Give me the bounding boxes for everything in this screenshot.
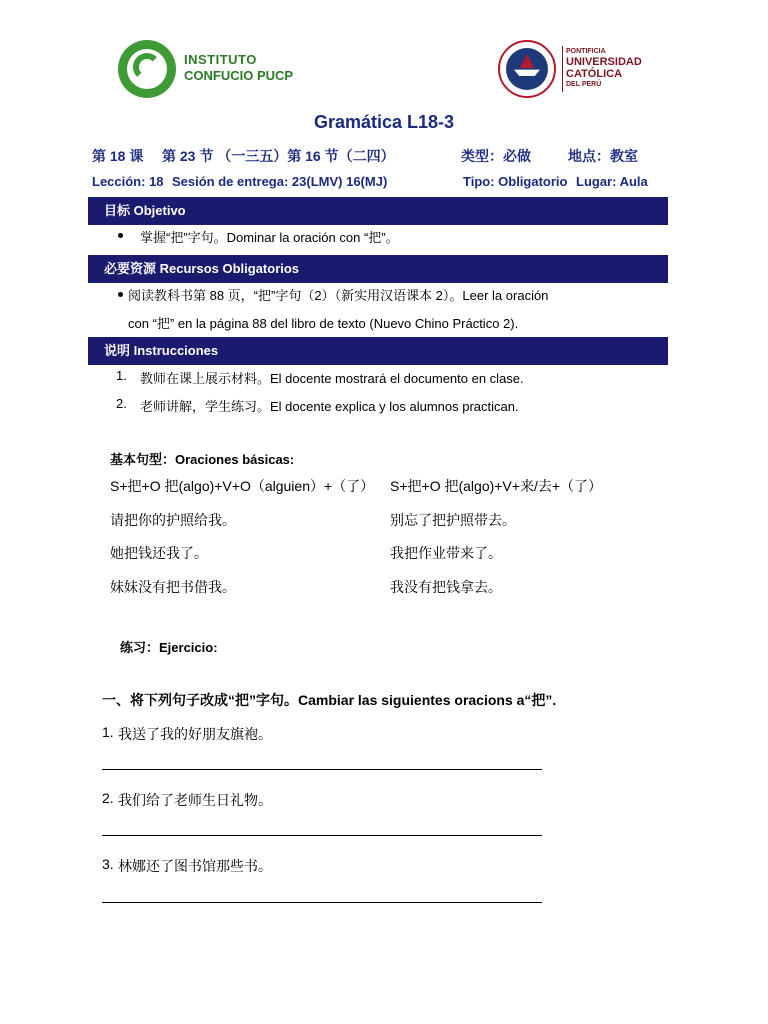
exercise-item: 林娜还了图书馆那些书。	[118, 858, 272, 874]
confucio-institute-logo	[118, 38, 328, 100]
example-right: 别忘了把护照带去。	[390, 512, 516, 528]
answer-line[interactable]	[102, 835, 542, 836]
resources-header: 必要资源 Recursos Obligatorios	[88, 255, 668, 283]
instruction-item: 教师在课上展示材料。El docente mostrará el documento en clase.	[140, 371, 524, 386]
exercise-item: 我们给了老师生日礼物。	[118, 792, 272, 808]
lesson-zh: 第 18 课	[92, 148, 144, 164]
session-es: Sesión de entrega: 23(LMV) 16(MJ)	[172, 174, 388, 189]
pattern-right: S+把+O 把(algo)+V+来/去+（了）	[390, 478, 603, 494]
exercise-item: 我送了我的好朋友旗袍。	[118, 726, 272, 742]
place-es: Lugar: Aula	[576, 174, 648, 189]
exercise-num: 2.	[102, 790, 114, 806]
type-es: Tipo: Obligatorio	[463, 174, 568, 189]
basic-heading: 基本句型：Oraciones básicas:	[110, 452, 295, 467]
answer-line[interactable]	[102, 769, 542, 770]
resources-item-line2: con “把” en la página 88 del libro de texto (Nuevo Chino Práctico 2).	[128, 316, 519, 331]
logo-left-line2: CONFUCIO PUCP	[184, 68, 294, 83]
logo-right-line1: PONTIFICIA	[566, 48, 606, 55]
bullet-icon	[118, 233, 123, 238]
example-left: 妹妹没有把书借我。	[110, 579, 236, 595]
example-right: 我把作业带来了。	[390, 545, 502, 561]
answer-line[interactable]	[102, 902, 542, 903]
exercise-instruction: 一、将下列句子改成“把”字句。Cambiar las siguientes oracions a“把”.	[102, 692, 557, 708]
type-zh: 类型：必做	[461, 148, 531, 164]
objective-header: 目标 Objetivo	[88, 197, 668, 225]
logo-left-line1: INSTITUTO	[184, 52, 257, 67]
logo-right-line4: DEL PERÚ	[566, 81, 602, 88]
exercise-num: 3.	[102, 856, 114, 872]
pucp-seal-icon	[498, 40, 556, 98]
confucio-emblem-icon	[118, 40, 176, 98]
example-left: 请把你的护照给我。	[110, 512, 236, 528]
page-title: Gramática L18-3	[313, 112, 455, 132]
exercise-heading: 练习：Ejercicio:	[120, 640, 218, 655]
bullet-icon	[118, 292, 123, 297]
place-zh: 地点：教室	[568, 148, 638, 164]
pattern-left: S+把+O 把(algo)+V+O（alguien）+（了）	[110, 478, 375, 494]
instruction-item: 老师讲解，学生练习。El docente explica y los alumnos practican.	[140, 399, 519, 414]
instruction-num: 1.	[116, 368, 127, 383]
example-right: 我没有把钱拿去。	[390, 579, 502, 595]
pucp-logo	[498, 40, 658, 98]
lesson-es: Lección: 18	[92, 174, 164, 189]
logo-right-line3: CATÓLICA	[566, 68, 623, 80]
logo-right-line2: UNIVERSIDAD	[566, 56, 642, 68]
exercise-num: 1.	[102, 724, 114, 740]
example-left: 她把钱还我了。	[110, 545, 208, 561]
resources-item-line1: 阅读教科书第 88 页，“把”字句（2）（新实用汉语课本 2）。Leer la oración	[128, 288, 549, 303]
instruction-num: 2.	[116, 396, 127, 411]
session-zh: 第 23 节 （一三五）第 16 节（二四）	[162, 148, 395, 164]
objective-item: 掌握“把”字句。Dominar la oración con “把”。	[140, 230, 399, 245]
instructions-header: 说明 Instrucciones	[88, 337, 668, 365]
